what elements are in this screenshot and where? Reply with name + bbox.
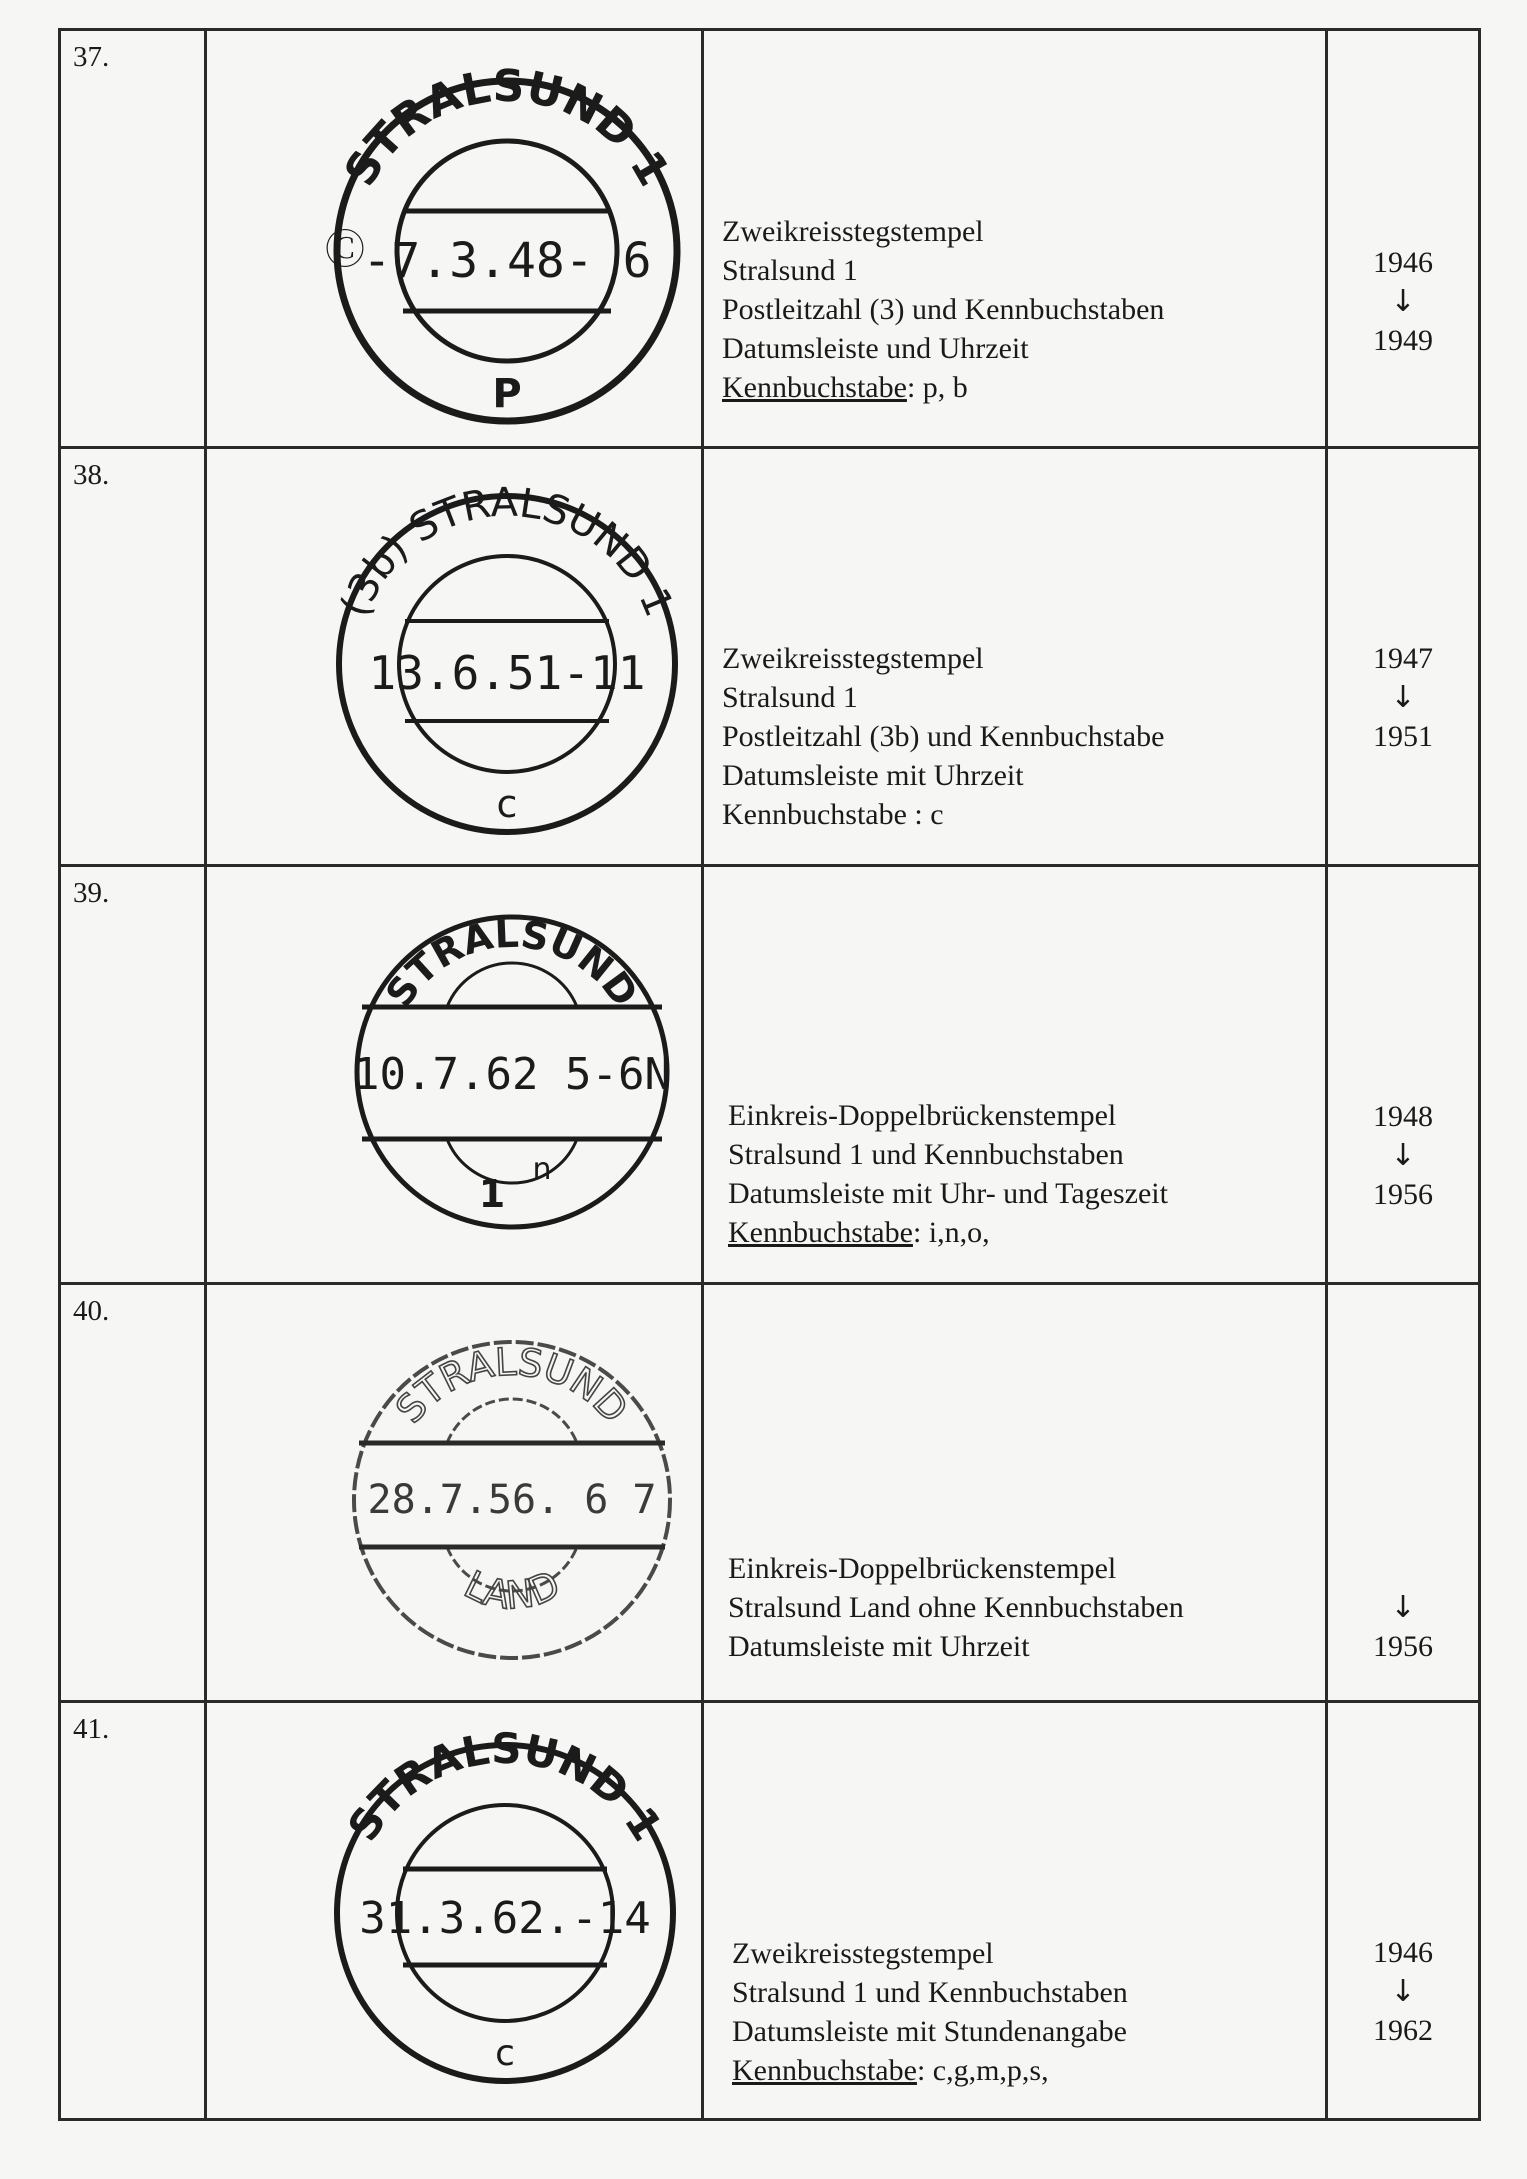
stamp-town-text: STRALSUND — [377, 911, 647, 1015]
number-cell — [60, 30, 206, 448]
year-from: 1948 — [1373, 1100, 1433, 1133]
kennbuchstabe-line — [732, 2051, 1325, 2090]
stamp-date-text: 10.7.62 5-6N — [353, 1049, 671, 1100]
description-cell — [703, 1284, 1327, 1702]
number-cell — [60, 1702, 206, 2120]
desc-line: Datumsleiste mit Uhr- und Tageszeit — [728, 1177, 1168, 1210]
desc-line: Kennbuchstabe : c — [722, 798, 944, 831]
year-to: 1949 — [1373, 324, 1433, 357]
kennbuchstabe-value: : i,n,o, — [912, 1216, 990, 1249]
desc-line: Datumsleiste mit Uhrzeit — [728, 1630, 1030, 1663]
table-row — [60, 866, 1480, 1284]
years-cell — [1327, 1702, 1480, 2120]
entry-number: 40. — [73, 1295, 110, 1327]
desc-line: Einkreis-Doppelbrückenstempel — [728, 1099, 1117, 1132]
kennbuchstabe-label: Kennbuchstabe — [722, 371, 907, 404]
table-row — [60, 448, 1480, 866]
down-arrow-icon: ↓ — [1390, 1974, 1416, 2009]
desc-line: Datumsleiste und Uhrzeit — [722, 332, 1029, 365]
kennbuchstabe-value: : c,g,m,p,s, — [916, 2054, 1049, 2087]
stamp-bottom-number: 1 — [478, 1172, 506, 1216]
year-to: 1956 — [1373, 1630, 1433, 1663]
down-arrow-icon: ↓ — [1390, 1590, 1416, 1625]
desc-line: Stralsund 1 und Kennbuchstaben — [728, 1138, 1124, 1171]
stamp-date-text: 28.7.56. 6 7 — [367, 1477, 657, 1523]
stamp-image-cell — [206, 866, 703, 1284]
description-cell — [703, 448, 1327, 866]
desc-line: Zweikreisstegstempel — [732, 1937, 994, 1970]
table-row — [60, 1284, 1480, 1702]
kennbuchstabe-line — [722, 368, 1325, 407]
number-cell — [60, 1284, 206, 1702]
stamp-inner-arc-top — [447, 963, 577, 1007]
stamp-town-text: (3b) STRALSUND 1 — [332, 479, 682, 623]
year-from: 1947 — [1373, 642, 1433, 675]
postmark-image — [207, 31, 704, 446]
stamp-image-cell — [206, 1702, 703, 2120]
number-cell — [60, 448, 206, 866]
desc-line: Zweikreisstegstempel — [722, 642, 984, 675]
stamp-image-cell — [206, 1284, 703, 1702]
year-to: 1956 — [1373, 1178, 1433, 1211]
years-cell — [1327, 30, 1480, 448]
down-arrow-icon: ↓ — [1390, 680, 1416, 715]
postmark-catalog-table — [58, 28, 1481, 2121]
desc-line: Datumsleiste mit Stundenangabe — [732, 2015, 1127, 2048]
stamp-bottom-text: LAND — [457, 1562, 567, 1618]
entry-number: 38. — [73, 459, 110, 491]
kennbuchstabe-label: Kennbuchstabe — [732, 2054, 917, 2087]
postmark-image — [207, 449, 704, 864]
description-cell — [703, 866, 1327, 1284]
table-row — [60, 30, 1480, 448]
down-arrow-icon: ↓ — [1390, 284, 1416, 319]
stamp-town-text: STRALSUND 1 — [334, 60, 680, 195]
stamp-inner-arc-top — [447, 1399, 577, 1443]
desc-line: Stralsund 1 — [722, 254, 858, 287]
description-cell — [703, 1702, 1327, 2120]
stamp-inner-arc-bottom — [447, 1139, 577, 1183]
desc-line: Postleitzahl (3) und Kennbuchstaben — [722, 293, 1165, 326]
table-row — [60, 1702, 1480, 2120]
number-cell — [60, 866, 206, 1284]
stamp-bottom-letter: n — [532, 1152, 552, 1187]
desc-line: Zweikreisstegstempel — [722, 215, 984, 248]
description-cell — [703, 30, 1327, 448]
postmark-image — [207, 867, 704, 1282]
stamp-town-text: STRALSUND — [387, 1339, 637, 1432]
kennbuchstabe-label: Kennbuchstabe — [728, 1216, 913, 1249]
years-cell — [1327, 1284, 1480, 1702]
stamp-image-cell — [206, 30, 703, 448]
year-from: 1946 — [1373, 246, 1433, 279]
entry-number: 37. — [73, 41, 110, 73]
year-to: 1951 — [1373, 720, 1433, 753]
stamp-town-text: STRALSUND 1 — [338, 1723, 672, 1850]
desc-line: Einkreis-Doppelbrückenstempel — [728, 1552, 1117, 1585]
stamp-prefix-text: Ⓒ — [325, 227, 365, 273]
year-from: 1946 — [1373, 1936, 1433, 1969]
stamp-image-cell — [206, 448, 703, 866]
desc-line: Stralsund 1 — [722, 681, 858, 714]
stamp-bottom-letter: c — [496, 782, 518, 826]
postmark-image — [207, 1703, 704, 2118]
year-to: 1962 — [1373, 2014, 1433, 2047]
stamp-date-text: 13.6.51-11 — [368, 646, 646, 700]
desc-line: Postleitzahl (3b) und Kennbuchstabe — [722, 720, 1165, 753]
desc-line: Stralsund Land ohne Kennbuchstaben — [728, 1591, 1184, 1624]
years-cell — [1327, 866, 1480, 1284]
stamp-bottom-letter: c — [495, 2033, 515, 2074]
postmark-image — [207, 1285, 704, 1700]
entry-number: 41. — [73, 1713, 110, 1745]
stamp-bottom-letter: P — [492, 371, 522, 417]
years-cell — [1327, 448, 1480, 866]
desc-line: Stralsund 1 und Kennbuchstaben — [732, 1976, 1128, 2009]
kennbuchstabe-value: : p, b — [906, 371, 968, 404]
desc-line: Datumsleiste mit Uhrzeit — [722, 759, 1024, 792]
stamp-date-text: 31.3.62.-14 — [359, 1893, 651, 1944]
down-arrow-icon: ↓ — [1390, 1138, 1416, 1173]
kennbuchstabe-line — [728, 1213, 1325, 1252]
stamp-date-text: -7.3.48- 6 — [362, 233, 652, 289]
entry-number: 39. — [73, 877, 110, 909]
catalog-sheet — [58, 28, 1478, 2121]
